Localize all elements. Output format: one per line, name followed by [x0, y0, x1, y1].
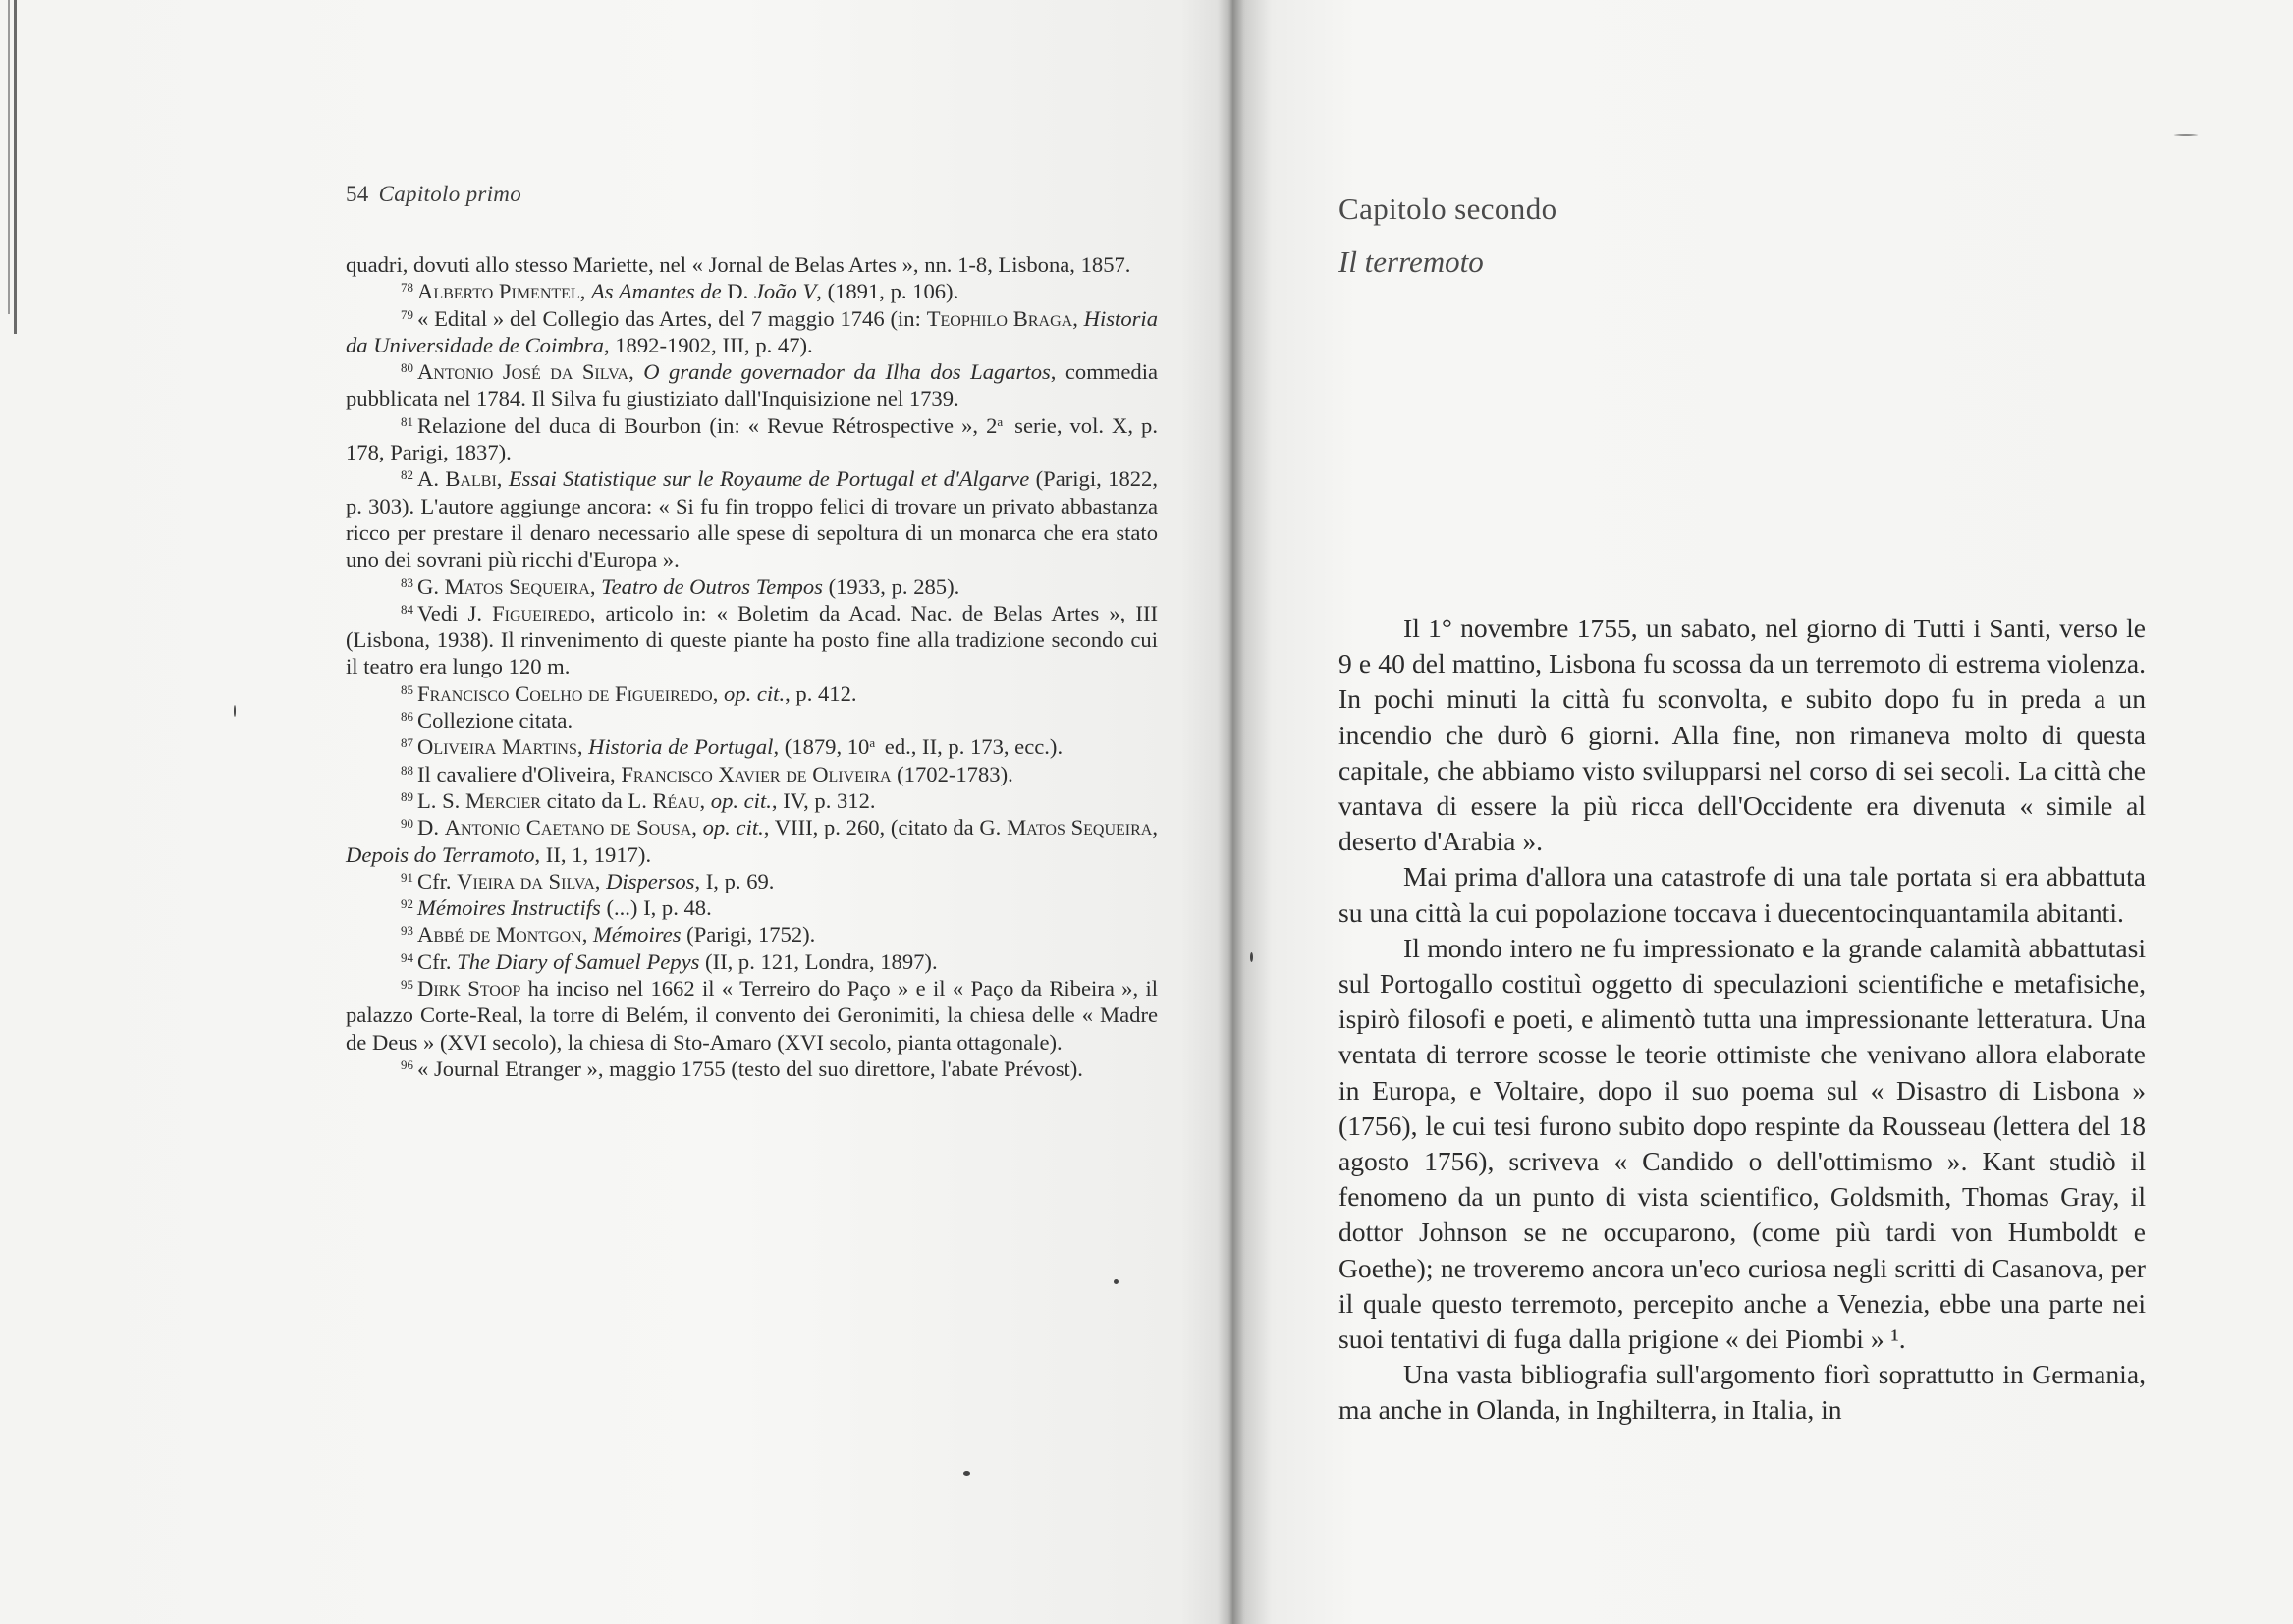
binding-edge: [8, 0, 10, 314]
footnote-number: 92: [401, 896, 413, 912]
footnote: [346, 894, 1158, 921]
footnote-number: 93: [401, 923, 413, 939]
footnote: [346, 868, 1158, 894]
footnote: [346, 305, 1158, 359]
paper-speck: [1250, 952, 1253, 962]
binding-edge-dark: [14, 0, 17, 334]
footnote: [346, 465, 1158, 572]
footnote-text: quadri, dovuti allo stesso Mariette, nel « Jornal de Belas Artes », nn. 1-8, Lisbona, 1857.: [346, 252, 1131, 277]
footnote-text: Vedi J. Figueiredo, articolo in: « Boletim da Acad. Nac. de Belas Artes », III (Lisbona, 1938). Il rinvenimento di queste piante ha posto fine alla tradizione secondo cui il teatro era lungo 120 m.: [346, 600, 1158, 679]
body-paragraph: Il mondo intero ne fu impressionato e la grande calamità abbattutasi sul Portogallo costituì oggetto di speculazioni scientifiche e metafisiche, ispirò filosofi e poeti, e alimentò tutta una impressionante letteratura. Una ventata di terrore scosse le teorie ottimiste che venivano allora elaborate in Europa, e Voltaire, dopo il suo poema sul « Disastro di Lisbona » (1756), le cui tesi furono subito dopo respinte da Rousseau (lettera del 18 agosto 1756), scriveva « Candido o dell'ottimismo ». Kant studiò il fenomeno da un punto di vista scientifico, Goldsmith, Thomas Gray, il dottor Johnson se ne occuparono, (come più tardi von Humboldt e Goethe); ne troveremo ancora un'eco curiosa negli scritti di Casanova, per il quale questo terremoto, percepito anche a Venezia, ebbe una parte nei suoi tentativi di fuga dalla prigione « dei Piombi » ¹.: [1338, 932, 2146, 1355]
footnote: [346, 761, 1158, 787]
footnote: [346, 814, 1158, 868]
footnote-number: 84: [401, 601, 413, 617]
footnote-number: 86: [401, 709, 413, 725]
footnote-text: G. Matos Sequeira, Teatro de Outros Tempos (1933, p. 285).: [417, 573, 960, 599]
body-paragraph: Una vasta bibliografia sull'argomento fiorì soprattutto in Germania, ma anche in Olanda, in Inghilterra, in Italia, in: [1338, 1359, 2146, 1426]
footnote: [346, 412, 1158, 466]
footnote: [346, 278, 1158, 304]
footnote-text: Relazione del duca di Bourbon (in: « Revue Rétrospective », 2$^a$ serie, vol. X, p. 178, Parigi, 1837).: [346, 412, 1158, 465]
paper-speck: [1114, 1279, 1119, 1284]
footnote-text: « Journal Etranger », maggio 1755 (testo del suo direttore, l'abate Prévost).: [417, 1056, 1083, 1081]
footnote-text: Cfr. The Diary of Samuel Pepys (II, p. 121, Londra, 1897).: [417, 948, 938, 974]
footnote-number: 82: [401, 467, 413, 483]
footnote: [346, 948, 1158, 975]
footnote: [346, 1056, 1158, 1082]
chapter-body: [1338, 611, 2146, 1429]
footnote-text: D. Antonio Caetano de Sousa, op. cit., VIII, p. 260, (citato da G. Matos Sequeira, Depois do Terramoto, II, 1, 1917).: [346, 815, 1159, 867]
running-head: [346, 182, 521, 207]
footnote-number: 89: [401, 788, 413, 804]
footnote: [346, 680, 1158, 707]
footnote-text: Collezione citata.: [417, 708, 573, 733]
footnote-text: Francisco Coelho de Figueiredo, op. cit., p. 412.: [417, 680, 857, 706]
paper-speck: [2173, 134, 2199, 136]
footnote-number: 85: [401, 681, 413, 697]
footnote: [346, 358, 1158, 412]
page-number: 54: [346, 182, 369, 206]
footnote-text: Oliveira Martins, Historia de Portugal, (1879, 10$^a$ ed., II, p. 173, ecc.).: [417, 734, 1064, 760]
paper-speck: [234, 705, 236, 717]
footnote-text: Abbé de Montgon, Mémoires (Parigi, 1752).: [417, 922, 816, 947]
footnote-number: 88: [401, 762, 413, 778]
footnotes-block: [346, 251, 1158, 1082]
footnote-text: Antonio José da Silva, O grande governador da Ilha dos Lagartos, commedia pubblicata nel 1784. Il Silva fu giustiziato dall'Inquisizione nel 1739.: [346, 359, 1158, 411]
footnote-text: Alberto Pimentel, As Amantes de D. João V, (1891, p. 106).: [417, 279, 959, 304]
footnote-number: 87: [401, 735, 413, 751]
body-paragraph: Mai prima d'allora una catastrofe di una tale portata si era abbattuta su una città la cui popolazione toccava i duecentocinquantamila abitanti.: [1338, 861, 2146, 928]
footnote-number: 90: [401, 816, 413, 832]
chapter-title: Il terremoto: [1338, 244, 1484, 279]
chapter-label: Capitolo secondo: [1338, 191, 1557, 226]
footnote-number: 83: [401, 574, 413, 590]
footnote-text: A. Balbi, Essai Statistique sur le Royaume de Portugal et d'Algarve (Parigi, 1822, p. 303). L'autore aggiunge ancora: « Si fu fin troppo felici di trovare un privato abbastanza ricco per prestare il denaro necessario alle spese di sepoltura di un monarca che era stato uno dei sovrani più ricchi d'Europa ».: [346, 466, 1158, 572]
footnote-number: 91: [401, 869, 413, 885]
footnote: [346, 975, 1158, 1056]
footnote: [346, 251, 1158, 278]
body-paragraph: Il 1° novembre 1755, un sabato, nel giorno di Tutti i Santi, verso le 9 e 40 del mattino, Lisbona fu scossa da un terremoto di estrema violenza. In pochi minuti la città fu sconvolta, e subito dopo fu in preda a un incendio che durò 6 giorni. Alla fine, non rimaneva molto di questa capitale, che abbiamo visto svilupparsi nel corso di sei secoli. La città che vantava di essere la più ricca dell'Occidente era divenuta « simile al deserto d'Arabia ».: [1338, 613, 2146, 857]
footnote-text: Cfr. Vieira da Silva, Dispersos, I, p. 69.: [417, 868, 775, 893]
footnote: [346, 733, 1158, 760]
footnote-number: 80: [401, 360, 413, 376]
footnote-number: 79: [401, 306, 413, 322]
footnote-number: 96: [401, 1056, 413, 1072]
footnote: [346, 787, 1158, 814]
footnote-text: L. S. Mercier citato da L. Réau, op. cit., IV, p. 312.: [417, 787, 876, 813]
footnote: [346, 600, 1158, 680]
footnote-number: 78: [401, 280, 413, 296]
footnote-text: Mémoires Instructifs (...) I, p. 48.: [417, 895, 712, 921]
footnote-text: Dirk Stoop ha inciso nel 1662 il « Terreiro do Paço » e il « Paço da Ribeira », il palazzo Corte-Real, la torre di Belém, il convento dei Geronimiti, la chiesa delle « Madre de Deus » (XVI secolo), la chiesa di Sto-Amaro (XVI secolo, pianta ottagonale).: [346, 976, 1159, 1055]
footnote-number: 94: [401, 949, 413, 965]
footnote: [346, 573, 1158, 600]
footnote-text: « Edital » del Collegio das Artes, del 7 maggio 1746 (in: Teophilo Braga, Historia da Universidade de Coimbra, 1892-1902, III, p. 47).: [346, 305, 1158, 357]
book-gutter: [1218, 0, 1243, 1624]
footnote: [346, 921, 1158, 947]
footnote-number: 81: [401, 413, 413, 429]
paper-speck: [963, 1471, 970, 1476]
footnote-text: Il cavaliere d'Oliveira, Francisco Xavier de Oliveira (1702-1783).: [417, 761, 1013, 786]
footnote-number: 95: [401, 977, 413, 993]
footnote: [346, 707, 1158, 733]
running-head-title: Capitolo primo: [378, 182, 522, 206]
